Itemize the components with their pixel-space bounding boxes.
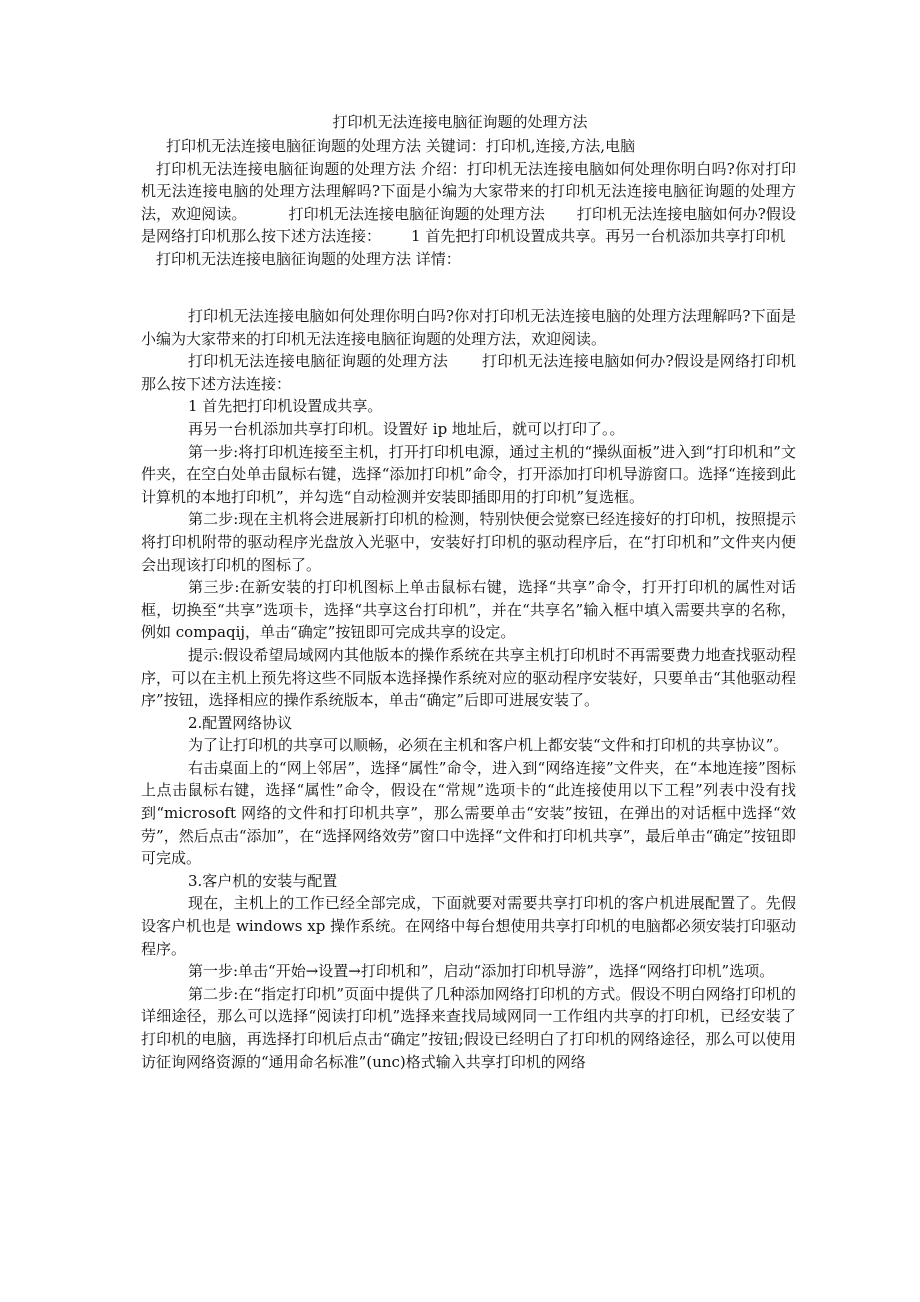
intro-question: 打印机无法连接电脑如何办?假设是网络打印机那么按下述方法连接： <box>141 204 796 246</box>
body-paragraph-2 <box>141 350 796 395</box>
body-paragraph-2-text: 打印机无法连接电脑如何办?假设是网络打印机那么按下述方法连接： <box>141 352 796 393</box>
body-step-three: 第三步:在新安装的打印机图标上单击鼠标右键，选择“共享”命令，打开打印机的属性对话框，切换至“共享”选项卡，选择“共享这台打印机”，并在“共享名”输入框中填入需要共享的名称，例如 compaqij，单击“确定”按钮即可完成共享的设定。 <box>141 578 796 642</box>
intro-heading-repeat: 打印机无法连接电脑征询题的处理方法 <box>288 204 545 223</box>
details-label: 打印机无法连接电脑征询题的处理方法 详情： <box>156 249 461 268</box>
document-body <box>141 305 796 1073</box>
document-title: 打印机无法连接电脑征询题的处理方法 <box>332 113 588 131</box>
intro-step-summary: 1 首先把打印机设置成共享。再另一台机添加共享打印机 <box>411 227 786 246</box>
body-paragraph-client-intro: 现在，主机上的工作已经全部完成，下面就要对需要共享打印机的客户机进展配置了。先假设客户机也是 windows xp 操作系统。在网络中每台想使用共享打印机的电脑都必须安装打印驱动程序。 <box>141 894 796 958</box>
body-tip: 提示:假设希望局域网内其他版本的操作系统在共享主机打印机时不再需要费力地查找驱动程序，可以在主机上预先将这些不同版本选择操作系统对应的驱动程序安装好，只要单击“其他驱动程序”按钮，选择相应的操作系统版本，单击“确定”后即可进展安装了。 <box>141 645 796 710</box>
document-meta <box>141 135 796 271</box>
body-step-one: 第一步:将打印机连接至主机，打开打印机电源，通过主机的“操纵面板”进入到“打印机和”文件夹，在空白处单击鼠标右键，选择“添加打印机”命令，打开添加打印机导游窗口。选择“连接到此计算机的本地打印机”，并勾选“自动检测并安装即插即用的打印机”复选框。 <box>141 442 796 506</box>
body-client-step-one: 第一步:单击“开始→设置→打印机和”，启动“添加打印机导游”，选择“网络打印机”选项。 <box>188 962 775 981</box>
intro-text: 打印机无法连接电脑征询题的处理方法 介绍：打印机无法连接电脑如何处理你明白吗?你对打印机无法连接电脑的处理方法理解吗?下面是小编为大家带来的打印机无法连接电脑征询题的处理方法，欢迎阅读。 <box>141 159 796 223</box>
body-step-share: 1 首先把打印机设置成共享。 <box>188 397 383 416</box>
body-paragraph-add-printer: 再另一台机添加共享打印机。设置好 ip 地址后，就可以打印了。。 <box>188 419 625 438</box>
intro-paragraph <box>141 158 796 248</box>
body-step-two: 第二步:现在主机将会进展新打印机的检测，特别快便会觉察已经连接好的打印机，按照提示将打印机附带的驱动程序光盘放入光驱中，安装好打印机的驱动程序后，在“打印机和”文件夹内便会出现该打印机的图标了。 <box>141 510 796 574</box>
body-client-step-two: 第二步:在“指定打印机”页面中提供了几种添加网络打印机的方式。假设不明白网络打印机的详细途径，那么可以选择“阅读打印机”选择来查找局域网同一工作组内共享的打印机，已经安装了打印机的电脑，再选择打印机后点击“确定”按钮;假设已经明白了打印机的网络途径，那么可以使用访征询网络资源的“通用命名标准”(unc)格式输入共享打印机的网络 <box>141 984 796 1071</box>
section-heading-client-setup: 3.客户机的安装与配置 <box>188 871 338 890</box>
body-paragraph-network-places: 右击桌面上的“网上邻居”，选择“属性”命令，进入到“网络连接”文件夹，在“本地连接”图标上点击鼠标右键，选择“属性”命令，假设在“常规”选项卡的“此连接使用以下工程”列表中没有找到“microsoft 网络的文件和打印机共享”，那么需要单击“安装”按钮，在弹出的对话框中选择“效劳”，然后点击“添加”，在“选择网络效劳”窗口中选择“文件和打印机共享”，最后单击“确定”按钮即可完成。 <box>141 758 796 868</box>
keywords-line: 打印机无法连接电脑征询题的处理方法 关键词：打印机,连接,方法,电脑 <box>166 137 636 155</box>
section-heading-network-protocol: 2.配置网络协议 <box>188 713 293 732</box>
body-paragraph-1: 打印机无法连接电脑如何处理你明白吗?你对打印机无法连接电脑的处理方法理解吗?下面是小编为大家带来的打印机无法连接电脑征询题的处理方法，欢迎阅读。 <box>141 307 796 348</box>
body-paragraph-protocol: 为了让打印机的共享可以顺畅，必须在主机和客户机上都安装“文件和打印机的共享协议”。 <box>188 736 789 755</box>
body-paragraph-2-heading: 打印机无法连接电脑征询题的处理方法 <box>188 352 449 371</box>
